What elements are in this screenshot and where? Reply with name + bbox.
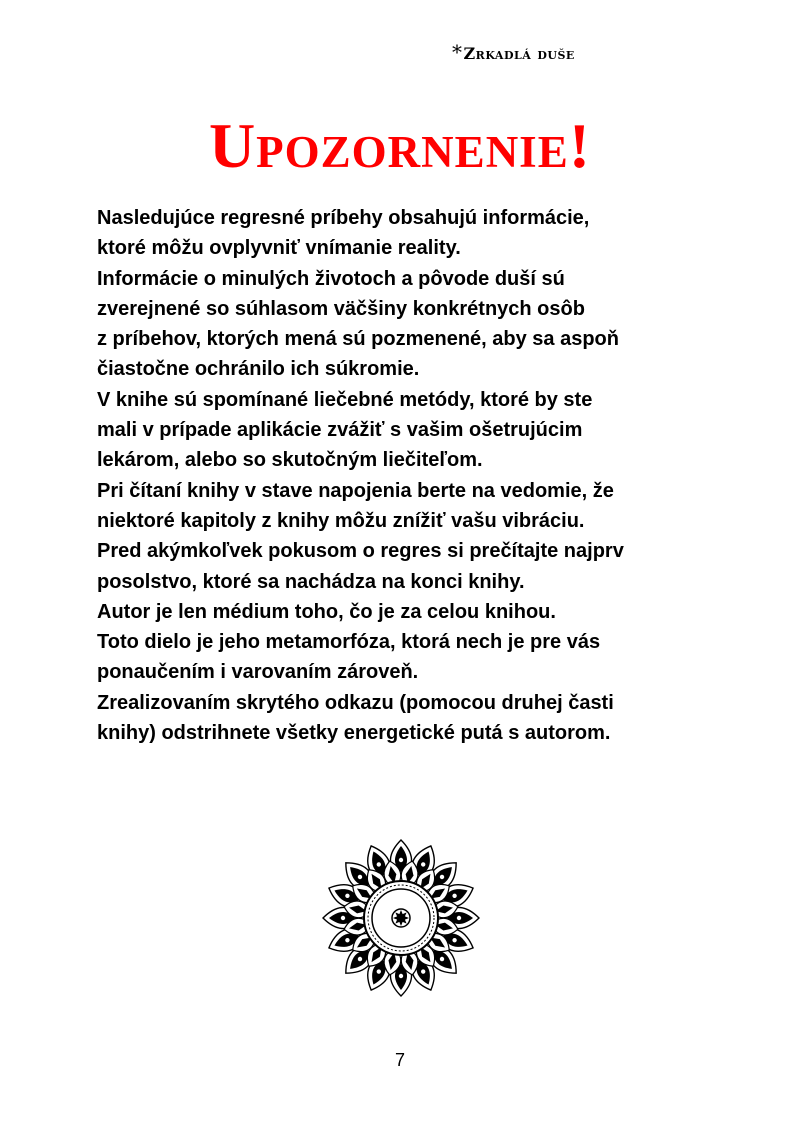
mandala-icon xyxy=(321,838,481,998)
page-number: 7 xyxy=(394,1050,405,1070)
text-line: Autor je len médium toho, čo je za celou knihou. xyxy=(97,600,556,623)
text-line: V knihe sú spomínané liečebné metódy, ktoré by ste xyxy=(97,388,593,411)
text-line: z príbehov, ktorých mená sú pozmenené, aby sa aspoň xyxy=(97,328,619,351)
text-line: čiastočne ochránilo ich súkromie. xyxy=(97,358,420,381)
header-asterisk: * xyxy=(452,40,463,64)
text-line: posolstvo, ktoré sa nachádza na konci knihy. xyxy=(97,570,525,593)
text-line: niektoré kapitoly z knihy môžu znížiť vašu vibráciu. xyxy=(97,509,585,532)
running-header xyxy=(452,40,652,64)
text-line: knihy) odstrihnete všetky energetické putá s autorom. xyxy=(97,722,611,745)
text-line: mali v prípade aplikácie zvážiť s vašim ošetrujúcim xyxy=(97,419,583,442)
text-line: Pri čítaní knihy v stave napojenia berte na vedomie, že xyxy=(97,479,614,502)
header-book-title: Zrkadlá duše xyxy=(463,44,575,63)
text-line: ktoré môžu ovplyvniť vnímanie reality. xyxy=(97,237,461,260)
text-line: Nasledujúce regresné príbehy obsahujú informácie, xyxy=(97,207,590,229)
page-title: Upozornenie! xyxy=(208,110,592,181)
warning-text xyxy=(97,203,737,748)
text-line: zverejnené so súhlasom väčšiny konkrétnych osôb xyxy=(97,297,585,320)
text-line: lekárom, alebo so skutočným liečiteľom. xyxy=(97,449,483,472)
text-line: Informácie o minulých životoch a pôvode duší sú xyxy=(97,267,565,290)
text-line: Zrealizovaním skrytého odkazu (pomocou druhej časti xyxy=(97,691,614,714)
text-line: Toto dielo je jeho metamorfóza, ktorá nech je pre vás xyxy=(97,631,601,654)
text-line: ponaučením i varovaním zároveň. xyxy=(97,661,419,684)
text-line: Pred akýmkoľvek pokusom o regres si prečítajte najprv xyxy=(97,540,624,563)
